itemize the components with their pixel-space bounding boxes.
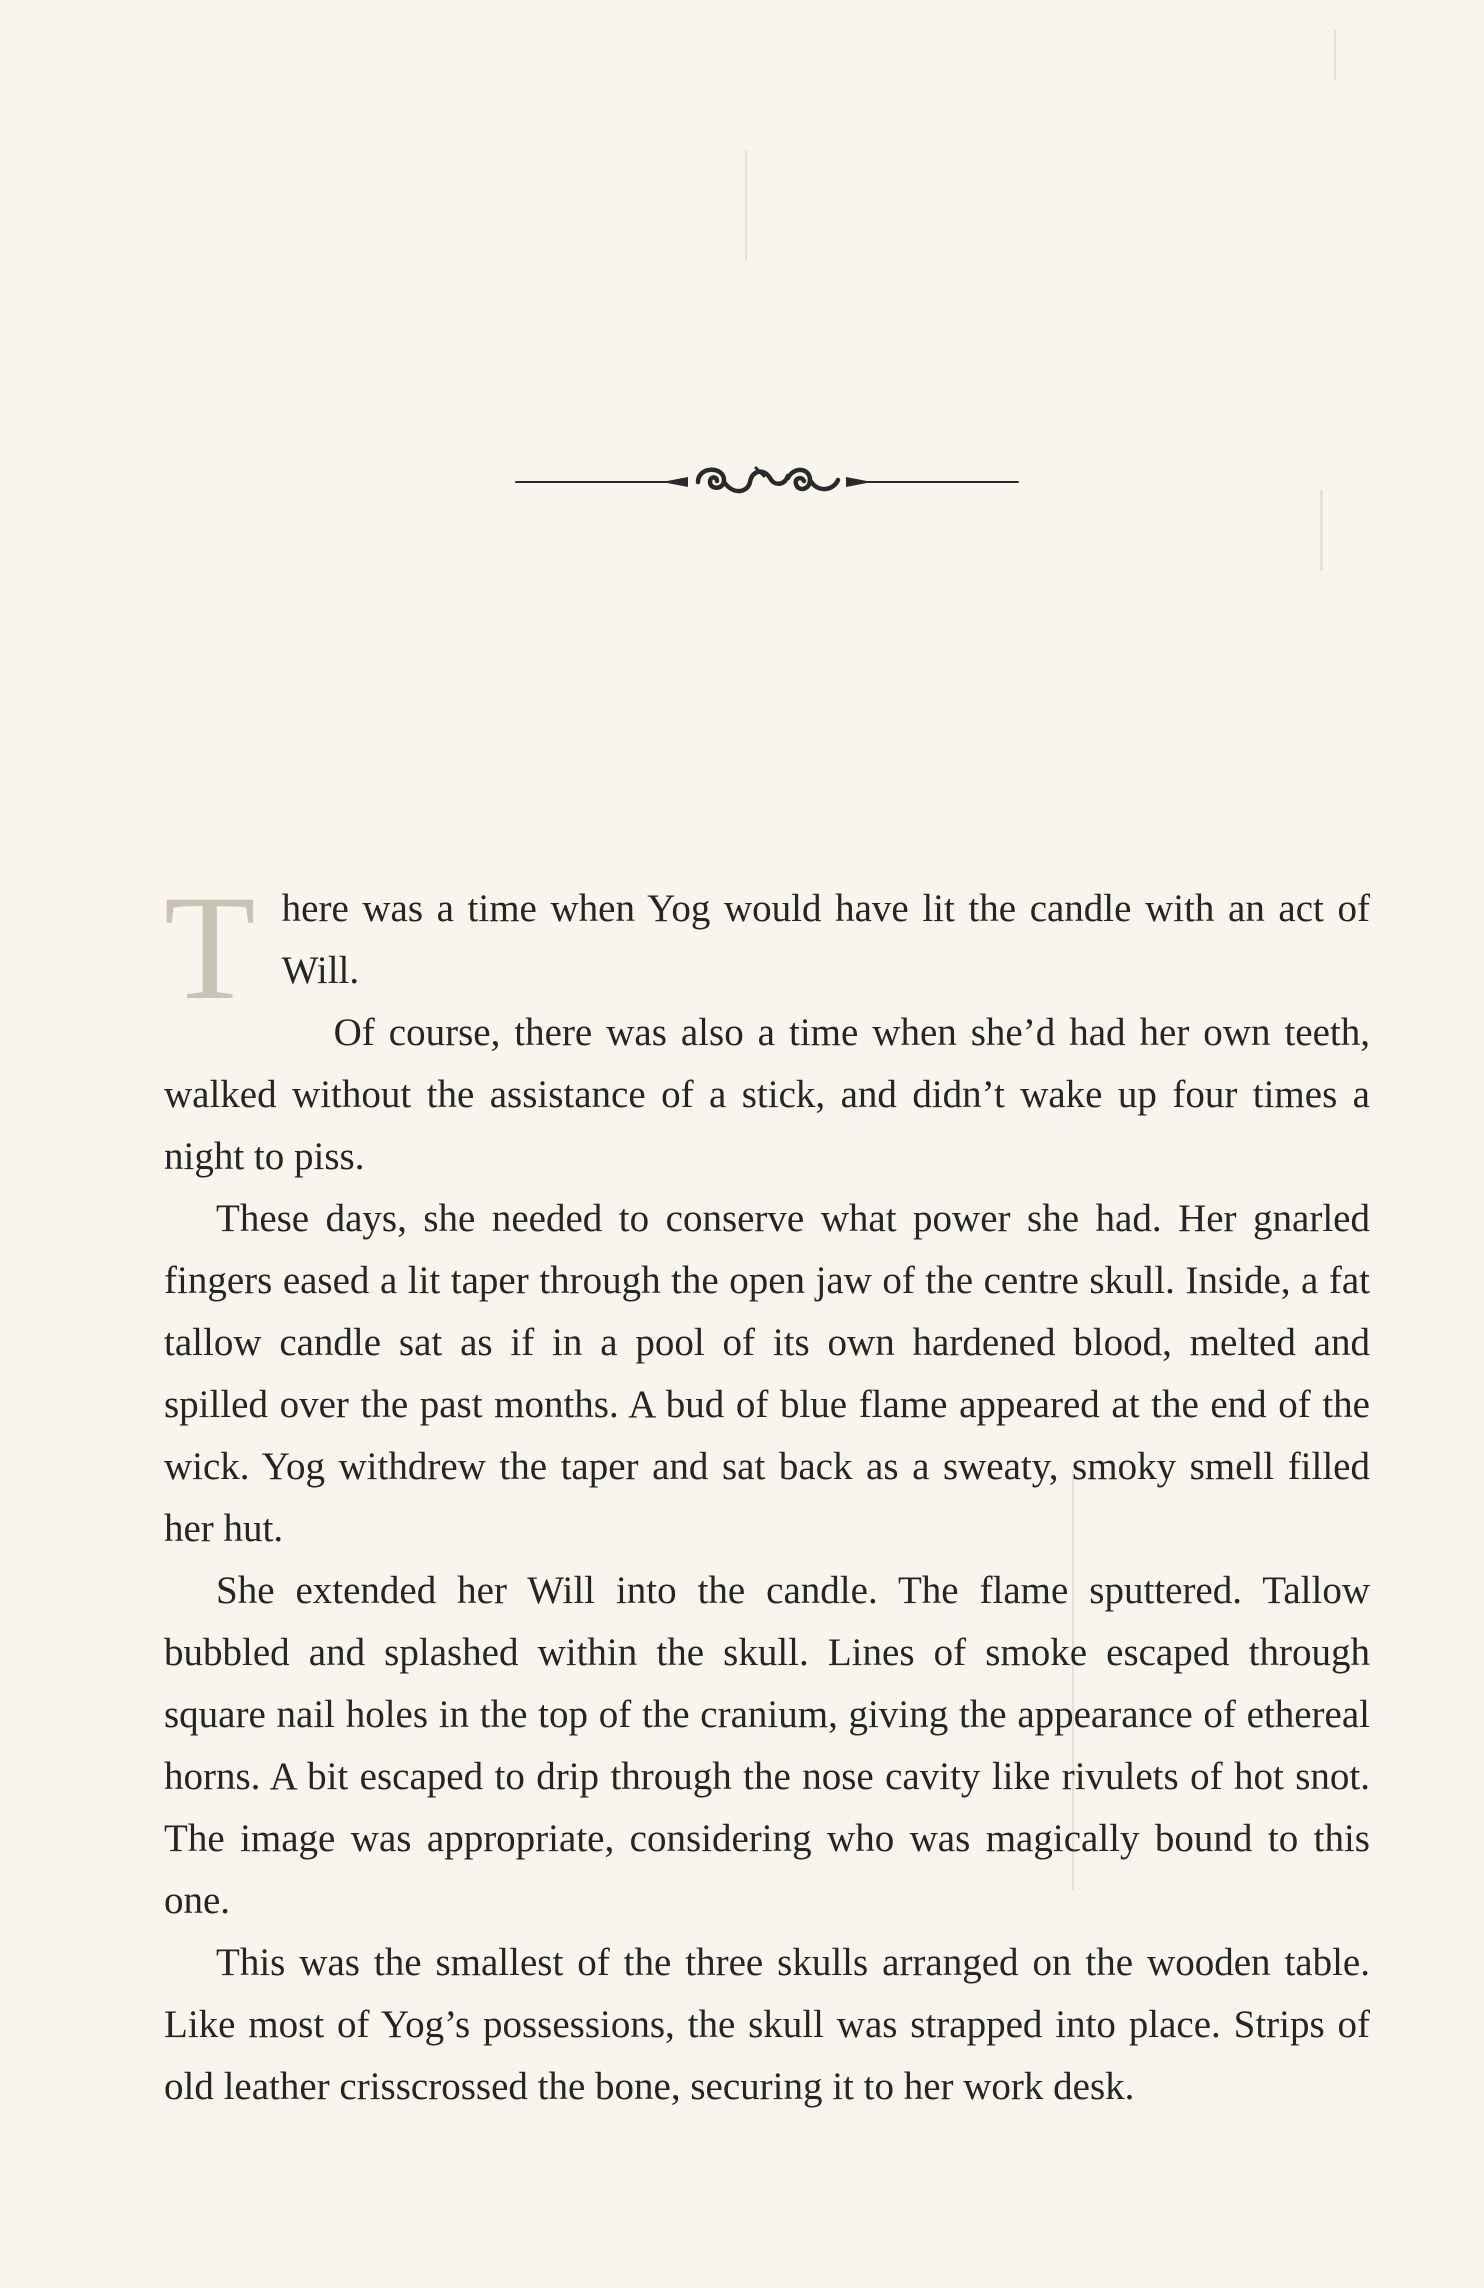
paragraph: These days, she needed to conserve what power she had. Her gnarled fingers eased a lit taper through the open jaw of the centre skull. Inside, a fat tallow candle sat as if in a pool of its own hardened blood, melted and spilled over the past months. A bud of blue flame appeared at the end of the wick. Yog withdrew the taper and sat back as a sweaty, smoky smell filled her hut. — [164, 1197, 1370, 1550]
scan-artifact-line — [1320, 490, 1323, 570]
paragraph-text: here was a time when Yog would have lit the candle with an act of Will. — [281, 887, 1370, 992]
scroll-flourish-icon — [512, 456, 1022, 506]
drop-cap: T — [164, 865, 256, 1031]
chapter-body — [164, 865, 1370, 2118]
scan-artifact-line — [1334, 30, 1336, 80]
paragraph: This was the smallest of the three skulls arranged on the wooden table. Like most of Yog’s possessions, the skull was strapped into place. Strips of old leather crisscrossed the bone, securing it to her work desk. — [164, 1941, 1370, 2108]
paragraph: Of course, there was also a time when she’d had her own teeth, walked without the assistance of a stick, and didn’t wake up four times a night to piss. — [164, 1011, 1370, 1178]
paragraph: She extended her Will into the candle. The flame sputtered. Tallow bubbled and splashed within the skull. Lines of smoke escaped through square nail holes in the top of the cranium, giving the appearance of ethereal horns. A bit escaped to drip through the nose cavity like rivulets of hot snot. The image was appropriate, considering who was magically bound to this one. — [164, 1569, 1370, 1922]
opening-paragraph — [164, 865, 1370, 1031]
scan-artifact-line — [745, 150, 747, 260]
